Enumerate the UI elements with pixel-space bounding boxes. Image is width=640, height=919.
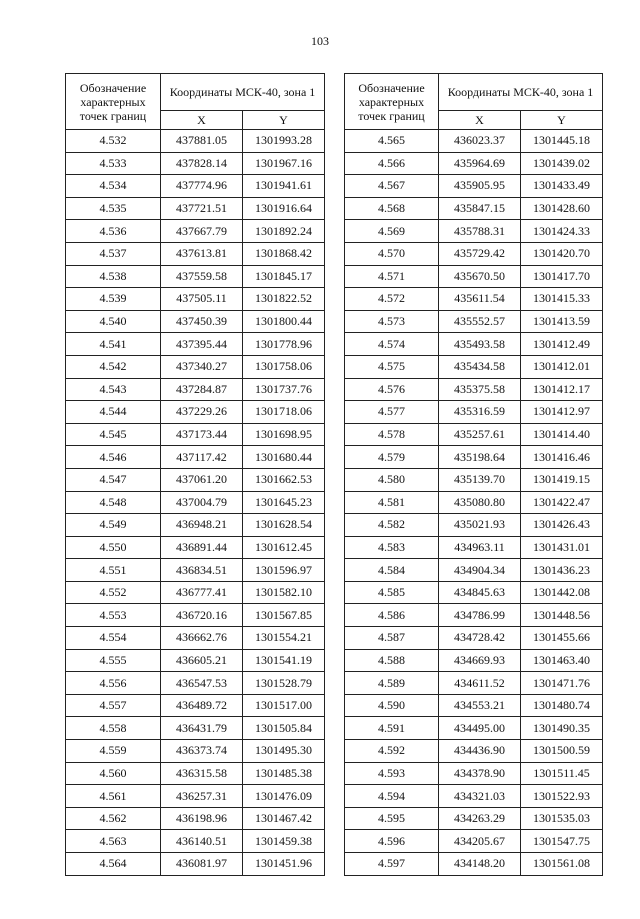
x-coordinate-cell: 434263.29 <box>439 807 521 830</box>
point-id-cell: 4.532 <box>66 130 161 153</box>
point-id-cell: 4.552 <box>66 581 161 604</box>
header-x: X <box>161 111 243 130</box>
point-id-cell: 4.577 <box>345 401 439 424</box>
y-coordinate-cell: 1301868.42 <box>243 242 325 265</box>
table-row <box>345 468 603 491</box>
point-id-cell: 4.565 <box>345 130 439 153</box>
table-row <box>345 762 603 785</box>
x-coordinate-cell: 436948.21 <box>161 514 243 537</box>
y-coordinate-cell: 1301412.97 <box>521 401 603 424</box>
y-coordinate-cell: 1301431.01 <box>521 536 603 559</box>
y-coordinate-cell: 1301436.23 <box>521 559 603 582</box>
point-id-cell: 4.551 <box>66 559 161 582</box>
y-coordinate-cell: 1301612.45 <box>243 536 325 559</box>
table-row <box>345 694 603 717</box>
y-coordinate-cell: 1301448.56 <box>521 604 603 627</box>
x-coordinate-cell: 437828.14 <box>161 152 243 175</box>
point-id-cell: 4.555 <box>66 649 161 672</box>
table-row <box>345 559 603 582</box>
x-coordinate-cell: 435788.31 <box>439 220 521 243</box>
y-coordinate-cell: 1301528.79 <box>243 672 325 695</box>
point-id-cell: 4.593 <box>345 762 439 785</box>
table-row <box>66 130 325 153</box>
table-row <box>66 401 325 424</box>
x-coordinate-cell: 436777.41 <box>161 581 243 604</box>
table-row <box>66 559 325 582</box>
x-coordinate-cell: 436198.96 <box>161 807 243 830</box>
point-id-cell: 4.578 <box>345 423 439 446</box>
x-coordinate-cell: 436489.72 <box>161 694 243 717</box>
table-row <box>66 220 325 243</box>
y-coordinate-cell: 1301500.59 <box>521 740 603 763</box>
table-row <box>345 333 603 356</box>
x-coordinate-cell: 434786.99 <box>439 604 521 627</box>
point-id-cell: 4.591 <box>345 717 439 740</box>
x-coordinate-cell: 435375.58 <box>439 378 521 401</box>
header-coordinate-system: Координаты МСК-40, зона 1 <box>161 74 325 111</box>
y-coordinate-cell: 1301916.64 <box>243 197 325 220</box>
x-coordinate-cell: 435257.61 <box>439 423 521 446</box>
point-id-cell: 4.570 <box>345 242 439 265</box>
x-coordinate-cell: 437613.81 <box>161 242 243 265</box>
point-id-cell: 4.597 <box>345 853 439 876</box>
x-coordinate-cell: 436023.37 <box>439 130 521 153</box>
x-coordinate-cell: 436891.44 <box>161 536 243 559</box>
y-coordinate-cell: 1301535.03 <box>521 807 603 830</box>
table-row <box>66 717 325 740</box>
y-coordinate-cell: 1301495.30 <box>243 740 325 763</box>
point-id-cell: 4.541 <box>66 333 161 356</box>
x-coordinate-cell: 437173.44 <box>161 423 243 446</box>
y-coordinate-cell: 1301596.97 <box>243 559 325 582</box>
y-coordinate-cell: 1301412.49 <box>521 333 603 356</box>
x-coordinate-cell: 434436.90 <box>439 740 521 763</box>
y-coordinate-cell: 1301845.17 <box>243 265 325 288</box>
x-coordinate-cell: 437004.79 <box>161 491 243 514</box>
table-row <box>66 785 325 808</box>
y-coordinate-cell: 1301822.52 <box>243 288 325 311</box>
table-row <box>345 446 603 469</box>
point-id-cell: 4.596 <box>345 830 439 853</box>
point-id-cell: 4.533 <box>66 152 161 175</box>
y-coordinate-cell: 1301424.33 <box>521 220 603 243</box>
point-id-cell: 4.540 <box>66 310 161 333</box>
point-id-cell: 4.538 <box>66 265 161 288</box>
y-coordinate-cell: 1301778.96 <box>243 333 325 356</box>
x-coordinate-cell: 436547.53 <box>161 672 243 695</box>
table-row <box>66 740 325 763</box>
point-id-cell: 4.563 <box>66 830 161 853</box>
y-coordinate-cell: 1301547.75 <box>521 830 603 853</box>
point-id-cell: 4.571 <box>345 265 439 288</box>
y-coordinate-cell: 1301428.60 <box>521 197 603 220</box>
x-coordinate-cell: 435964.69 <box>439 152 521 175</box>
point-id-cell: 4.574 <box>345 333 439 356</box>
y-coordinate-cell: 1301416.46 <box>521 446 603 469</box>
x-coordinate-cell: 435729.42 <box>439 242 521 265</box>
table-row <box>66 423 325 446</box>
y-coordinate-cell: 1301490.35 <box>521 717 603 740</box>
table-row <box>66 649 325 672</box>
table-row <box>66 491 325 514</box>
y-coordinate-cell: 1301680.44 <box>243 446 325 469</box>
y-coordinate-cell: 1301455.66 <box>521 627 603 650</box>
y-coordinate-cell: 1301485.38 <box>243 762 325 785</box>
y-coordinate-cell: 1301561.08 <box>521 853 603 876</box>
y-coordinate-cell: 1301415.33 <box>521 288 603 311</box>
table-row <box>345 401 603 424</box>
point-id-cell: 4.590 <box>345 694 439 717</box>
table-row <box>345 220 603 243</box>
x-coordinate-cell: 434148.20 <box>439 853 521 876</box>
x-coordinate-cell: 436257.31 <box>161 785 243 808</box>
table-row <box>345 604 603 627</box>
table-row <box>345 288 603 311</box>
y-coordinate-cell: 1301439.02 <box>521 152 603 175</box>
x-coordinate-cell: 435080.80 <box>439 491 521 514</box>
y-coordinate-cell: 1301433.49 <box>521 175 603 198</box>
table-row <box>345 242 603 265</box>
point-id-cell: 4.550 <box>66 536 161 559</box>
y-coordinate-cell: 1301892.24 <box>243 220 325 243</box>
table-row <box>345 672 603 695</box>
point-id-cell: 4.536 <box>66 220 161 243</box>
point-id-cell: 4.566 <box>345 152 439 175</box>
x-coordinate-cell: 437450.39 <box>161 310 243 333</box>
y-coordinate-cell: 1301941.61 <box>243 175 325 198</box>
point-id-cell: 4.572 <box>345 288 439 311</box>
y-coordinate-cell: 1301662.53 <box>243 468 325 491</box>
point-id-cell: 4.576 <box>345 378 439 401</box>
x-coordinate-cell: 435847.15 <box>439 197 521 220</box>
point-id-cell: 4.564 <box>66 853 161 876</box>
x-coordinate-cell: 434205.67 <box>439 830 521 853</box>
point-id-cell: 4.569 <box>345 220 439 243</box>
x-coordinate-cell: 437774.96 <box>161 175 243 198</box>
y-coordinate-cell: 1301517.00 <box>243 694 325 717</box>
y-coordinate-cell: 1301426.43 <box>521 514 603 537</box>
point-id-cell: 4.592 <box>345 740 439 763</box>
table-row <box>66 694 325 717</box>
y-coordinate-cell: 1301417.70 <box>521 265 603 288</box>
table-row <box>345 785 603 808</box>
x-coordinate-cell: 436315.58 <box>161 762 243 785</box>
y-coordinate-cell: 1301451.96 <box>243 853 325 876</box>
x-coordinate-cell: 435198.64 <box>439 446 521 469</box>
table-row <box>66 310 325 333</box>
x-coordinate-cell: 436373.74 <box>161 740 243 763</box>
header-point-label: Обозначение характерных точек границ <box>345 74 439 130</box>
table-row <box>66 288 325 311</box>
x-coordinate-cell: 436081.97 <box>161 853 243 876</box>
y-coordinate-cell: 1301718.06 <box>243 401 325 424</box>
table-row <box>345 627 603 650</box>
table-row <box>66 807 325 830</box>
x-coordinate-cell: 434963.11 <box>439 536 521 559</box>
table-row <box>345 830 603 853</box>
point-id-cell: 4.546 <box>66 446 161 469</box>
x-coordinate-cell: 435670.50 <box>439 265 521 288</box>
table-row <box>345 175 603 198</box>
point-id-cell: 4.560 <box>66 762 161 785</box>
point-id-cell: 4.589 <box>345 672 439 695</box>
point-id-cell: 4.595 <box>345 807 439 830</box>
point-id-cell: 4.557 <box>66 694 161 717</box>
x-coordinate-cell: 434669.93 <box>439 649 521 672</box>
x-coordinate-cell: 437229.26 <box>161 401 243 424</box>
coordinates-table-right <box>344 73 603 876</box>
point-id-cell: 4.537 <box>66 242 161 265</box>
point-id-cell: 4.580 <box>345 468 439 491</box>
y-coordinate-cell: 1301554.21 <box>243 627 325 650</box>
table-row <box>345 853 603 876</box>
x-coordinate-cell: 434904.34 <box>439 559 521 582</box>
table-row <box>66 333 325 356</box>
table-row <box>66 853 325 876</box>
y-coordinate-cell: 1301412.01 <box>521 355 603 378</box>
table-row <box>345 310 603 333</box>
point-id-cell: 4.548 <box>66 491 161 514</box>
table-row <box>66 355 325 378</box>
table-row <box>66 627 325 650</box>
table-row <box>66 175 325 198</box>
point-id-cell: 4.573 <box>345 310 439 333</box>
y-coordinate-cell: 1301445.18 <box>521 130 603 153</box>
y-coordinate-cell: 1301505.84 <box>243 717 325 740</box>
y-coordinate-cell: 1301698.95 <box>243 423 325 446</box>
point-id-cell: 4.534 <box>66 175 161 198</box>
x-coordinate-cell: 435434.58 <box>439 355 521 378</box>
x-coordinate-cell: 436140.51 <box>161 830 243 853</box>
point-id-cell: 4.559 <box>66 740 161 763</box>
header-y: Y <box>243 111 325 130</box>
y-coordinate-cell: 1301480.74 <box>521 694 603 717</box>
y-coordinate-cell: 1301800.44 <box>243 310 325 333</box>
y-coordinate-cell: 1301511.45 <box>521 762 603 785</box>
point-id-cell: 4.585 <box>345 581 439 604</box>
table-row <box>66 762 325 785</box>
y-coordinate-cell: 1301567.85 <box>243 604 325 627</box>
y-coordinate-cell: 1301422.47 <box>521 491 603 514</box>
header-point-label: Обозначение характерных точек границ <box>66 74 161 130</box>
x-coordinate-cell: 437559.58 <box>161 265 243 288</box>
table-row <box>345 740 603 763</box>
point-id-cell: 4.579 <box>345 446 439 469</box>
point-id-cell: 4.558 <box>66 717 161 740</box>
x-coordinate-cell: 434378.90 <box>439 762 521 785</box>
y-coordinate-cell: 1301737.76 <box>243 378 325 401</box>
x-coordinate-cell: 437395.44 <box>161 333 243 356</box>
x-coordinate-cell: 437340.27 <box>161 355 243 378</box>
header-x: X <box>439 111 521 130</box>
y-coordinate-cell: 1301471.76 <box>521 672 603 695</box>
point-id-cell: 4.588 <box>345 649 439 672</box>
x-coordinate-cell: 435552.57 <box>439 310 521 333</box>
y-coordinate-cell: 1301541.19 <box>243 649 325 672</box>
table-row <box>66 672 325 695</box>
y-coordinate-cell: 1301993.28 <box>243 130 325 153</box>
y-coordinate-cell: 1301758.06 <box>243 355 325 378</box>
table-row <box>345 355 603 378</box>
point-id-cell: 4.583 <box>345 536 439 559</box>
x-coordinate-cell: 436605.21 <box>161 649 243 672</box>
y-coordinate-cell: 1301645.23 <box>243 491 325 514</box>
y-coordinate-cell: 1301522.93 <box>521 785 603 808</box>
point-id-cell: 4.547 <box>66 468 161 491</box>
table-row <box>345 491 603 514</box>
y-coordinate-cell: 1301476.09 <box>243 785 325 808</box>
x-coordinate-cell: 435021.93 <box>439 514 521 537</box>
point-id-cell: 4.568 <box>345 197 439 220</box>
point-id-cell: 4.554 <box>66 627 161 650</box>
y-coordinate-cell: 1301628.54 <box>243 514 325 537</box>
table-row <box>66 242 325 265</box>
table-row <box>345 130 603 153</box>
point-id-cell: 4.581 <box>345 491 439 514</box>
x-coordinate-cell: 437721.51 <box>161 197 243 220</box>
point-id-cell: 4.544 <box>66 401 161 424</box>
table-row <box>345 197 603 220</box>
point-id-cell: 4.582 <box>345 514 439 537</box>
table-row <box>66 536 325 559</box>
x-coordinate-cell: 437284.87 <box>161 378 243 401</box>
table-row <box>66 514 325 537</box>
page-number: 103 <box>311 34 329 48</box>
x-coordinate-cell: 434495.00 <box>439 717 521 740</box>
x-coordinate-cell: 436431.79 <box>161 717 243 740</box>
y-coordinate-cell: 1301582.10 <box>243 581 325 604</box>
x-coordinate-cell: 434845.63 <box>439 581 521 604</box>
point-id-cell: 4.549 <box>66 514 161 537</box>
point-id-cell: 4.561 <box>66 785 161 808</box>
y-coordinate-cell: 1301413.59 <box>521 310 603 333</box>
y-coordinate-cell: 1301467.42 <box>243 807 325 830</box>
point-id-cell: 4.556 <box>66 672 161 695</box>
y-coordinate-cell: 1301442.08 <box>521 581 603 604</box>
table-body-right <box>345 130 603 876</box>
x-coordinate-cell: 434553.21 <box>439 694 521 717</box>
point-id-cell: 4.584 <box>345 559 439 582</box>
table-row <box>345 152 603 175</box>
x-coordinate-cell: 435905.95 <box>439 175 521 198</box>
y-coordinate-cell: 1301414.40 <box>521 423 603 446</box>
table-row <box>345 265 603 288</box>
y-coordinate-cell: 1301419.15 <box>521 468 603 491</box>
y-coordinate-cell: 1301459.38 <box>243 830 325 853</box>
header-coordinate-system: Координаты МСК-40, зона 1 <box>439 74 603 111</box>
y-coordinate-cell: 1301967.16 <box>243 152 325 175</box>
x-coordinate-cell: 436834.51 <box>161 559 243 582</box>
x-coordinate-cell: 436720.16 <box>161 604 243 627</box>
x-coordinate-cell: 434611.52 <box>439 672 521 695</box>
x-coordinate-cell: 437881.05 <box>161 130 243 153</box>
x-coordinate-cell: 435316.59 <box>439 401 521 424</box>
point-id-cell: 4.543 <box>66 378 161 401</box>
table-row <box>345 807 603 830</box>
point-id-cell: 4.587 <box>345 627 439 650</box>
point-id-cell: 4.586 <box>345 604 439 627</box>
point-id-cell: 4.575 <box>345 355 439 378</box>
table-row <box>66 468 325 491</box>
x-coordinate-cell: 434728.42 <box>439 627 521 650</box>
table-row <box>66 152 325 175</box>
table-row <box>345 514 603 537</box>
coordinates-table-left <box>65 73 325 876</box>
table-row <box>345 717 603 740</box>
x-coordinate-cell: 437505.11 <box>161 288 243 311</box>
table-row <box>66 265 325 288</box>
x-coordinate-cell: 437117.42 <box>161 446 243 469</box>
point-id-cell: 4.553 <box>66 604 161 627</box>
x-coordinate-cell: 437061.20 <box>161 468 243 491</box>
header-y: Y <box>521 111 603 130</box>
x-coordinate-cell: 436662.76 <box>161 627 243 650</box>
table-row <box>345 378 603 401</box>
table-row <box>66 197 325 220</box>
x-coordinate-cell: 435139.70 <box>439 468 521 491</box>
point-id-cell: 4.535 <box>66 197 161 220</box>
table-body-left <box>66 130 325 876</box>
x-coordinate-cell: 434321.03 <box>439 785 521 808</box>
point-id-cell: 4.539 <box>66 288 161 311</box>
point-id-cell: 4.594 <box>345 785 439 808</box>
point-id-cell: 4.542 <box>66 355 161 378</box>
y-coordinate-cell: 1301420.70 <box>521 242 603 265</box>
table-row <box>345 423 603 446</box>
x-coordinate-cell: 437667.79 <box>161 220 243 243</box>
table-row <box>345 581 603 604</box>
point-id-cell: 4.545 <box>66 423 161 446</box>
point-id-cell: 4.562 <box>66 807 161 830</box>
x-coordinate-cell: 435493.58 <box>439 333 521 356</box>
table-row <box>66 830 325 853</box>
table-row <box>66 378 325 401</box>
x-coordinate-cell: 435611.54 <box>439 288 521 311</box>
table-row <box>345 536 603 559</box>
table-row <box>66 446 325 469</box>
point-id-cell: 4.567 <box>345 175 439 198</box>
table-row <box>345 649 603 672</box>
table-row <box>66 581 325 604</box>
y-coordinate-cell: 1301412.17 <box>521 378 603 401</box>
y-coordinate-cell: 1301463.40 <box>521 649 603 672</box>
table-row <box>66 604 325 627</box>
